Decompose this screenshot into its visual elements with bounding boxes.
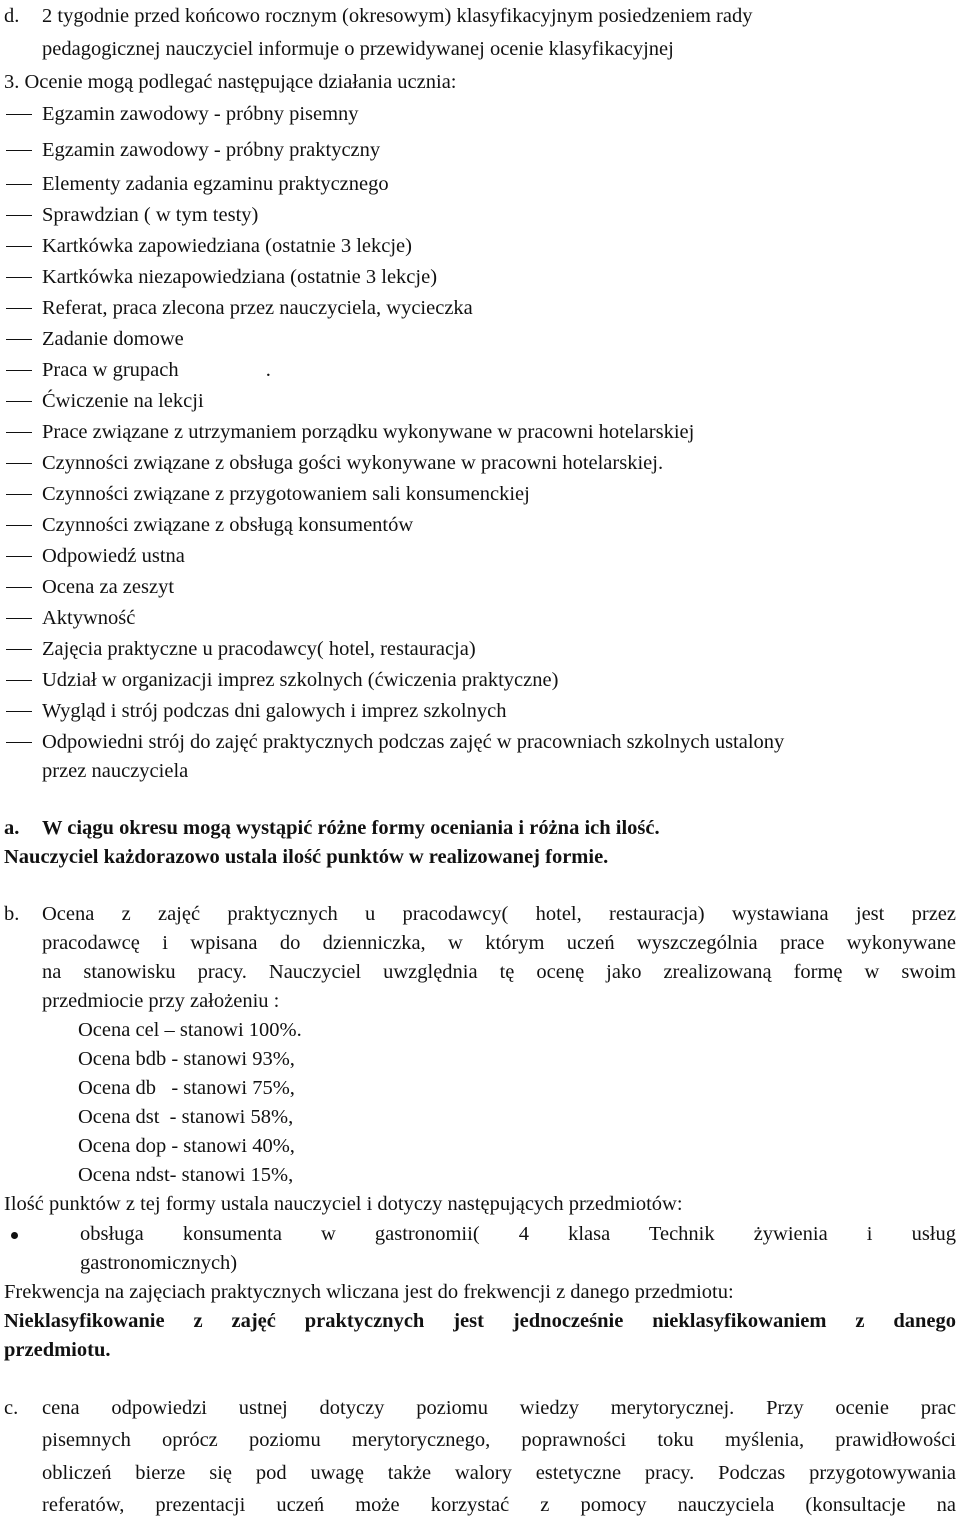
list-item-text: Prace związane z utrzymaniem porządku wykonywane w pracowni hotelarskiej	[42, 421, 695, 443]
section-b-line-1: Ocena z zajęć praktycznych u pracodawcy( hotel, restauracja) wystawiana jest przez	[42, 903, 956, 925]
dash-marker	[6, 114, 32, 115]
dash-marker	[6, 277, 32, 278]
list-item-text: Wygląd i strój podczas dni galowych i imprez szkolnych	[42, 700, 507, 722]
dash-marker	[6, 308, 32, 309]
dash-marker	[6, 463, 32, 464]
list-item	[0, 102, 960, 128]
dash-marker	[6, 587, 32, 588]
list-item-text: Zadanie domowe	[42, 328, 184, 350]
list-item	[0, 296, 960, 322]
dash-marker	[6, 711, 32, 712]
grade-line: Ocena cel – stanowi 100%.	[78, 1019, 302, 1041]
list-item-text: Odpowiedni strój do zajęć praktycznych podczas zajęć w pracowniach szkolnych ustalony	[42, 731, 785, 753]
dash-marker	[6, 556, 32, 557]
list-item	[0, 544, 960, 570]
list-item-text: Sprawdzian ( w tym testy)	[42, 204, 259, 226]
bullet-item-line-1: obsługa konsumenta w gastronomii( 4 klasa Technik żywienia i usług	[80, 1223, 956, 1245]
list-item	[0, 606, 960, 632]
dash-marker	[6, 215, 32, 216]
list-item	[0, 389, 960, 415]
section-d-label: d.	[4, 5, 20, 27]
bullet-icon	[11, 1232, 18, 1239]
section-d-line-1: 2 tygodnie przed końcowo rocznym (okresowym) klasyfikacyjnym posiedzeniem rady	[42, 5, 753, 27]
list-item	[0, 513, 960, 539]
grade-line: Ocena dst - stanowi 58%,	[78, 1106, 294, 1128]
list-item-text: Odpowiedź ustna	[42, 545, 185, 567]
grade-line: Ocena db - stanowi 75%,	[78, 1077, 295, 1099]
list-item	[0, 172, 960, 198]
list-item-text: Czynności związane z obsługa gości wykonywane w pracowni hotelarskiej.	[42, 452, 664, 474]
dash-marker	[6, 432, 32, 433]
bold-note-line-1: Nieklasyfikowanie z zajęć praktycznych jest jednocześnie nieklasyfikowaniem z danego	[4, 1310, 956, 1332]
list-item-text: Kartkówka zapowiedziana (ostatnie 3 lekcje)	[42, 235, 412, 257]
dash-marker	[6, 401, 32, 402]
section-c-line-1: cena odpowiedzi ustnej dotyczy poziomu wiedzy merytorycznej. Przy ocenie prac	[42, 1397, 956, 1419]
list-item	[0, 575, 960, 601]
dash-marker	[6, 370, 32, 371]
section-3-heading: 3. Ocenie mogą podlegać następujące działania ucznia:	[4, 71, 457, 93]
dash-marker	[6, 150, 32, 151]
list-item	[0, 420, 960, 446]
list-item	[0, 265, 960, 291]
list-item-text: Kartkówka niezapowiedziana (ostatnie 3 lekcje)	[42, 266, 438, 288]
bullet-item-line-2: gastronomicznych)	[80, 1252, 238, 1274]
section-a-label: a.	[4, 817, 20, 839]
attendance-note: Frekwencja na zajęciach praktycznych wliczana jest do frekwencji z danego przedmiotu:	[4, 1281, 734, 1303]
grade-line: Ocena dop - stanowi 40%,	[78, 1135, 295, 1157]
list-item	[0, 730, 960, 756]
list-item	[0, 138, 960, 164]
section-d-line-2: pedagogicznej nauczyciel informuje o przewidywanej ocenie klasyfikacyjnej	[42, 38, 674, 60]
dash-marker	[6, 525, 32, 526]
section-b-line-4: przedmiocie przy założeniu :	[42, 990, 280, 1012]
dash-marker	[6, 184, 32, 185]
dash-marker	[6, 618, 32, 619]
section-a-line-1: W ciągu okresu mogą wystąpić różne formy oceniania i różna ich ilość.	[42, 817, 660, 839]
section-b-label: b.	[4, 903, 20, 925]
list-item	[0, 451, 960, 477]
list-item	[0, 637, 960, 663]
bold-note-line-2: przedmiotu.	[4, 1339, 111, 1361]
section-b-line-3: na stanowisku pracy. Nauczyciel uwzględnia tę ocenę jako zrealizowaną formę w swoim	[42, 961, 956, 983]
dash-marker	[6, 494, 32, 495]
list-item-text: Czynności związane z przygotowaniem sali konsumenckiej	[42, 483, 530, 505]
list-item-text: Czynności związane z obsługą konsumentów	[42, 514, 414, 536]
list-item-text: Aktywność	[42, 607, 136, 629]
grade-line: Ocena ndst- stanowi 15%,	[78, 1164, 294, 1186]
list-item-text: Praca w grupach .	[42, 359, 271, 381]
list-item-text: Egzamin zawodowy - próbny praktyczny	[42, 139, 381, 161]
dash-marker	[6, 742, 32, 743]
points-note: Ilość punktów z tej formy ustala nauczyciel i dotyczy następujących przedmiotów:	[4, 1193, 683, 1215]
list-item	[0, 327, 960, 353]
dash-marker	[6, 649, 32, 650]
dash-marker	[6, 339, 32, 340]
section-c-label: c.	[4, 1397, 19, 1419]
dash-marker	[6, 680, 32, 681]
list-item	[0, 668, 960, 694]
section-a-line-2: Nauczyciel każdorazowo ustala ilość punktów w realizowanej formie.	[4, 846, 609, 868]
list-item	[0, 482, 960, 508]
list-item	[0, 358, 960, 384]
list-item-text: Ocena za zeszyt	[42, 576, 175, 598]
list-item	[0, 234, 960, 260]
dash-marker	[6, 246, 32, 247]
list-item-text: Referat, praca zlecona przez nauczyciela, wycieczka	[42, 297, 473, 319]
list-item	[0, 699, 960, 725]
list-item-continuation: przez nauczyciela	[42, 760, 189, 782]
list-item-text: Zajęcia praktyczne u pracodawcy( hotel, restauracja)	[42, 638, 476, 660]
list-item	[0, 203, 960, 229]
list-item-text: Egzamin zawodowy - próbny pisemny	[42, 103, 359, 125]
section-c-line-2: pisemnych oprócz poziomu merytorycznego, poprawności toku myślenia, prawidłowości	[42, 1429, 956, 1451]
list-item-text: Elementy zadania egzaminu praktycznego	[42, 173, 389, 195]
list-item-text: Udział w organizacji imprez szkolnych (ćwiczenia praktyczne)	[42, 669, 559, 691]
section-b-line-2: pracodawcę i wpisana do dzienniczka, w którym uczeń wyszczególnia prace wykonywane	[42, 932, 956, 954]
grade-line: Ocena bdb - stanowi 93%,	[78, 1048, 295, 1070]
section-c-line-3: obliczeń bierze się pod uwagę także walory estetyczne pracy. Podczas przygotowywania	[42, 1462, 956, 1484]
section-c-line-4: referatów, prezentacji uczeń może korzystać z pomocy nauczyciela (konsultacje na	[42, 1494, 956, 1516]
list-item-text: Ćwiczenie na lekcji	[42, 390, 204, 412]
